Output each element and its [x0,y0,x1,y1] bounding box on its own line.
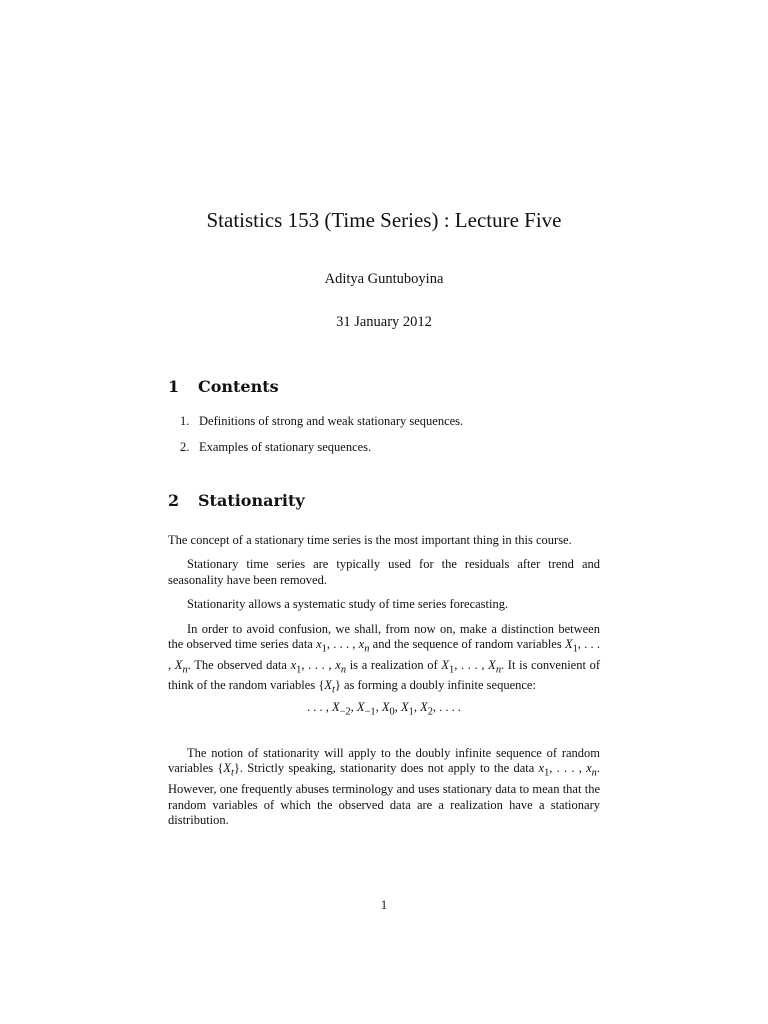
author-name: Aditya Guntuboyina [324,271,444,287]
list-item [180,438,610,456]
document-date: 31 January 2012 [336,314,432,330]
paragraph: Stationary time series are typically used for the residuals after trend and seasonality have been removed. [168,557,600,588]
paragraph: The notion of stationarity will apply to the doubly infinite sequence of random variables $\{X_t\}$. Strictly speaking, stationarity does not apply to the data $x_1$, . . . , $x_n$. However, one frequently abuses terminology and uses stationary data to mean that the random variables of which the observed data are a realization have a stationary distribution. [168,745,600,828]
doubly-infinite-sequence-equation: . . . , $X_{-2}$, $X_{-1}$, $X_0$, $X_1$, $X_2$, . . . . [306,700,462,718]
section-heading-stationarity [168,490,608,512]
contents-list [180,412,610,464]
list-item [180,412,610,430]
list-item-text: Examples of stationary sequences. [199,440,372,454]
section-title: Contents [198,377,279,396]
section-body [168,533,600,838]
section-number: 2 [168,491,180,510]
paragraph: Stationarity allows a systematic study of time series forecasting. [187,597,509,612]
document-title: Statistics 153 (Time Series) : Lecture Five [206,208,562,232]
section-heading-contents [168,376,608,398]
paragraph: In order to avoid confusion, we shall, from now on, make a distinction between the observed time series data $x_1$, . . . , $x_n$ and the sequence of random variables $X_1$, . . . , $X_n$. The observed data $x_1$, . . . , $x_n$ is a realization of $X_1$, . . . , $X_n$. It is convenient of think of the random variables $\{X_t\}$ as forming a doubly infinite sequence: [168,621,601,696]
list-item-text: Definitions of strong and weak stationary sequences. [199,414,464,428]
section-number: 1 [168,377,180,396]
list-item-number: 2. [180,440,190,454]
list-item-number: 1. [180,414,190,428]
section-title: Stationarity [198,491,305,510]
paragraph: The concept of a stationary time series is the most important thing in this course. [168,533,572,547]
page-number: 1 [380,898,388,912]
